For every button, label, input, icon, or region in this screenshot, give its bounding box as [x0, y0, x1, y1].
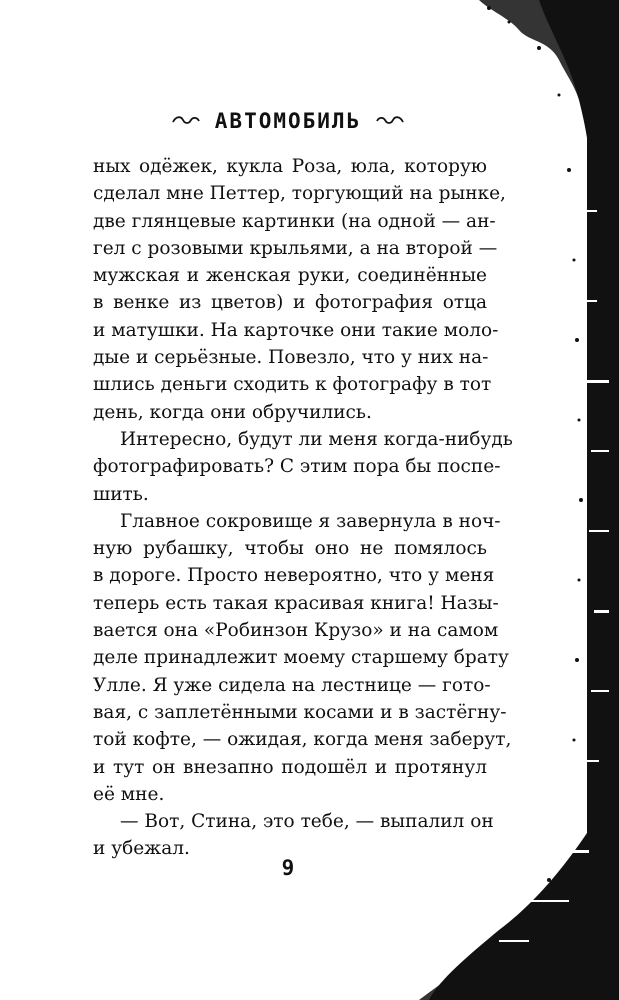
- text-line: в дороге. Просто невероятно, что у меня: [93, 565, 495, 587]
- running-header: [118, 106, 458, 136]
- text-line: вается она «Робинзон Крузо» и на самом: [93, 620, 499, 642]
- paragraph: [93, 508, 512, 808]
- chapter-title: АВТОМОБИЛЬ: [214, 109, 362, 133]
- text-line: её мне.: [93, 783, 165, 805]
- text-line: ную рубашку, чтобы оно не помялось: [93, 538, 487, 560]
- text-line: ных одёжек, кукла Роза, юла, которую: [93, 156, 487, 177]
- text-line: теперь есть такая красивая книга! Назы-: [93, 592, 499, 614]
- text-line: гел с розовыми крыльями, а на второй —: [93, 237, 498, 259]
- swirl-ornament-left-icon: [171, 114, 201, 128]
- text-line: деле принадлежит моему старшему брату: [93, 647, 509, 669]
- paragraph: [93, 426, 513, 508]
- text-line: в венке из цветов) и фотография отца: [93, 292, 487, 314]
- text-line: той кофте, — ожидая, когда меня заберут,: [93, 729, 512, 751]
- text-line: дые и серьёзные. Повезло, что у них на-: [93, 347, 489, 369]
- text-line: сделал мне Петтер, торгующий на рынке,: [93, 183, 506, 205]
- text-line: и тут он внезапно подошёл и протянул: [93, 756, 487, 778]
- text-line: шить.: [93, 483, 149, 505]
- paragraph: [93, 808, 494, 863]
- paragraph: [93, 153, 506, 426]
- text-line: и убежал.: [93, 838, 190, 860]
- text-line: Главное сокровище я завернула в ноч-: [120, 510, 501, 532]
- page-number: 9: [281, 856, 295, 880]
- text-line: две глянцевые картинки (на одной — ан-: [93, 210, 496, 232]
- text-line: шлись деньги сходить к фотографу в тот: [93, 374, 492, 396]
- text-line: фотографировать? С этим пора бы поспе-: [93, 456, 501, 478]
- text-line: и матушки. На карточке они такие моло-: [93, 319, 499, 341]
- text-line: Интересно, будут ли меня когда-нибудь: [120, 428, 513, 450]
- body-text: [93, 153, 513, 863]
- swirl-ornament-right-icon: [375, 114, 405, 128]
- text-line: вая, с заплетёнными косами и в застёгну-: [93, 701, 507, 723]
- text-line: Улле. Я уже сидела на лестнице — гото-: [93, 674, 491, 696]
- text-line: день, когда они обручились.: [93, 401, 372, 423]
- text-line: — Вот, Стина, это тебе, — выпалил он: [120, 811, 494, 833]
- text-line: мужская и женская руки, соединённые: [93, 265, 487, 287]
